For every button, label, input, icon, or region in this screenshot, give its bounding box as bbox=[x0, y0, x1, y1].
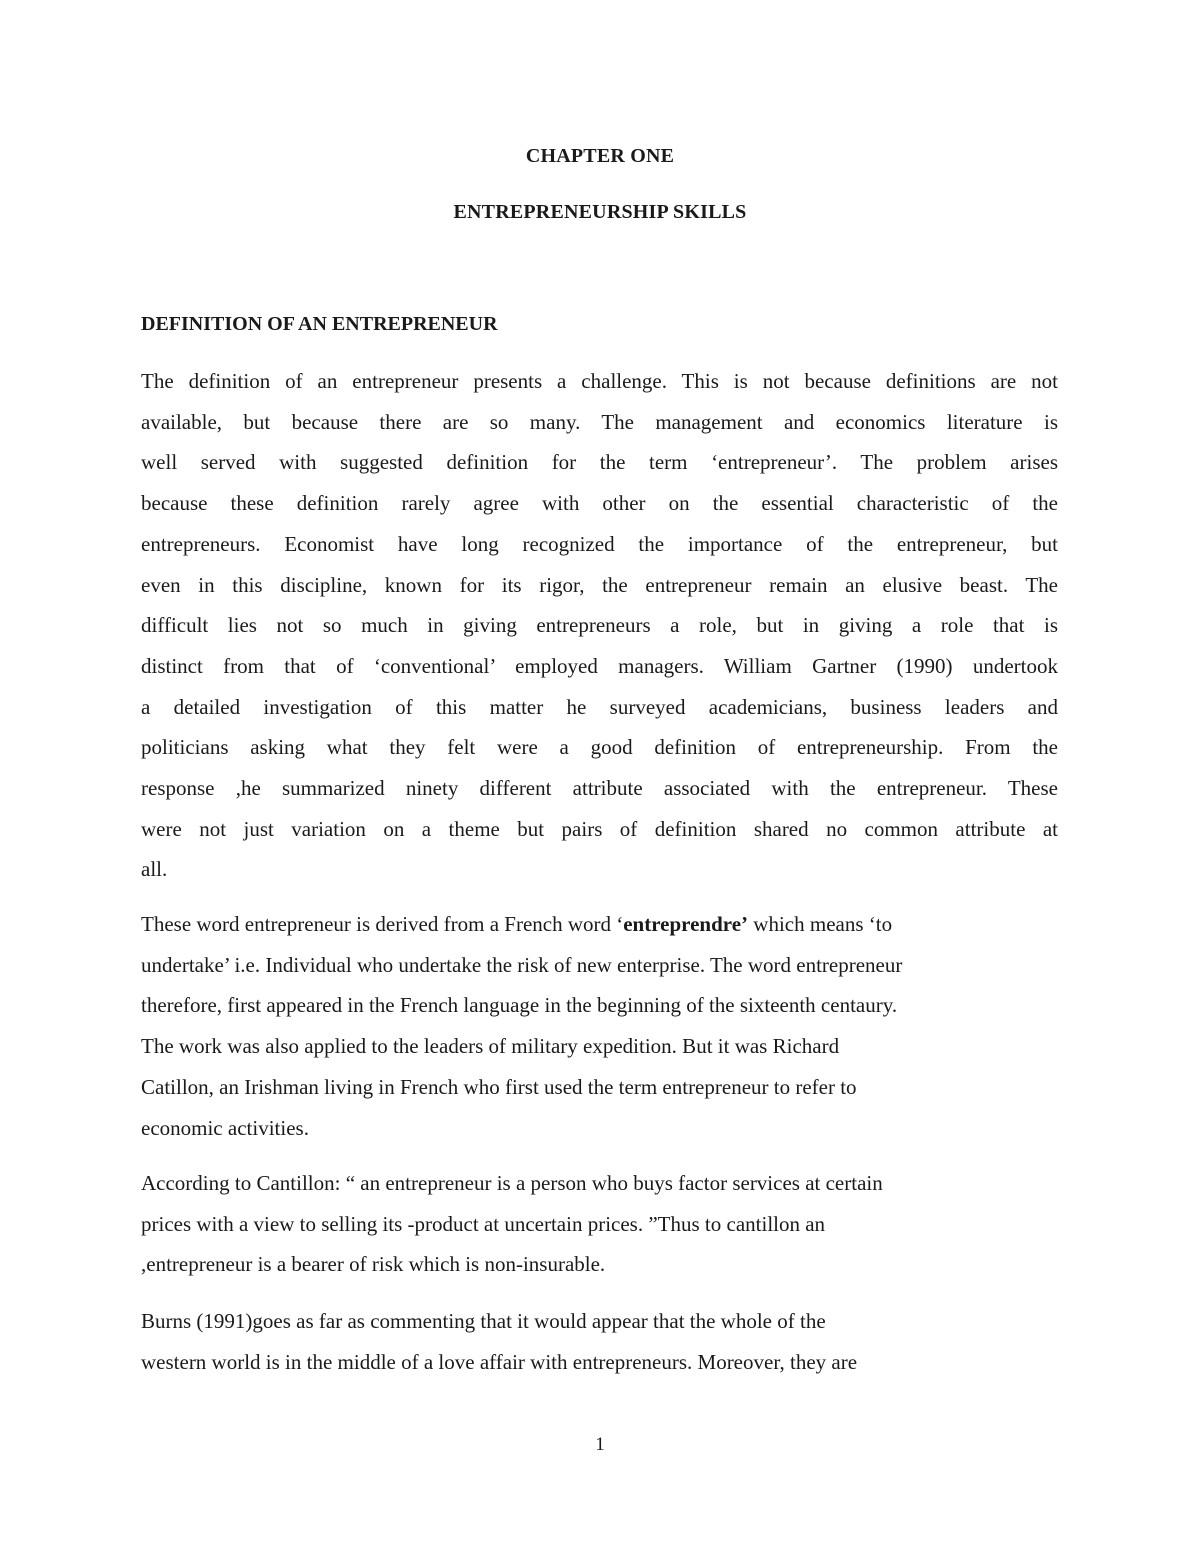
text-line: prices with a view to selling its -product at uncertain prices. ”Thus to cantillon an bbox=[141, 1211, 826, 1236]
text-fragment: which means ‘to bbox=[748, 912, 893, 936]
text-line bbox=[141, 904, 902, 945]
text-line: entrepreneurs. Economist have long recognized the importance of the entrepreneur, but bbox=[141, 531, 1058, 556]
text-line: available, but because there are so many. The management and economics literature is bbox=[141, 409, 1058, 434]
text-line: well served with suggested definition for the term ‘entrepreneur’. The problem arises bbox=[141, 450, 1058, 475]
text-line: Catillon, an Irishman living in French who first used the term entrepreneur to refer to bbox=[141, 1074, 857, 1099]
paragraph-burns bbox=[141, 1301, 857, 1382]
section-heading: DEFINITION OF AN ENTREPRENEUR bbox=[141, 313, 498, 335]
text-line: distinct from that of ‘conventional’ employed managers. William Gartner (1990) undertook bbox=[141, 653, 1058, 678]
chapter-heading: CHAPTER ONE bbox=[525, 145, 675, 167]
text-line: because these definition rarely agree with other on the essential characteristic of the bbox=[141, 491, 1058, 516]
text-line: even in this discipline, known for its rigor, the entrepreneur remain an elusive beast. The bbox=[141, 572, 1058, 597]
emphasized-term: entreprendre’ bbox=[623, 912, 749, 936]
text-line: were not just variation on a theme but pairs of definition shared no common attribute at bbox=[141, 816, 1058, 841]
paragraph-definition bbox=[141, 361, 1058, 890]
text-line: According to Cantillon: “ an entrepreneur is a person who buys factor services at certain bbox=[141, 1171, 883, 1195]
text-line: politicians asking what they felt were a good definition of entrepreneurship. From the bbox=[141, 735, 1058, 760]
paragraph-cantillon bbox=[141, 1163, 883, 1285]
chapter-title: ENTREPRENEURSHIP SKILLS bbox=[453, 201, 747, 223]
text-line: a detailed investigation of this matter he surveyed academicians, business leaders and bbox=[141, 694, 1058, 719]
text-line: difficult lies not so much in giving entrepreneurs a role, but in giving a role that is bbox=[141, 613, 1058, 638]
text-fragment: These word entrepreneur is derived from a French word ‘ bbox=[141, 912, 624, 936]
text-line: response ,he summarized ninety different attribute associated with the entrepreneur. These bbox=[141, 776, 1058, 801]
text-line: The definition of an entrepreneur presents a challenge. This is not because definitions are not bbox=[141, 369, 1058, 393]
text-line: undertake’ i.e. Individual who undertake the risk of new enterprise. The word entrepreneur bbox=[141, 952, 903, 977]
text-line: all. bbox=[141, 857, 168, 882]
paragraph-etymology bbox=[141, 904, 902, 1148]
text-line: economic activities. bbox=[141, 1115, 309, 1140]
text-line: western world is in the middle of a love affair with entrepreneurs. Moreover, they are bbox=[141, 1349, 858, 1374]
text-line: Burns (1991)goes as far as commenting that it would appear that the whole of the bbox=[141, 1309, 826, 1333]
page-number: 1 bbox=[595, 1434, 605, 1455]
text-line: therefore, first appeared in the French language in the beginning of the sixteenth centaury. bbox=[141, 993, 898, 1018]
text-line: The work was also applied to the leaders of military expedition. But it was Richard bbox=[141, 1034, 840, 1059]
text-line: ,entrepreneur is a bearer of risk which is non-insurable. bbox=[141, 1252, 606, 1277]
